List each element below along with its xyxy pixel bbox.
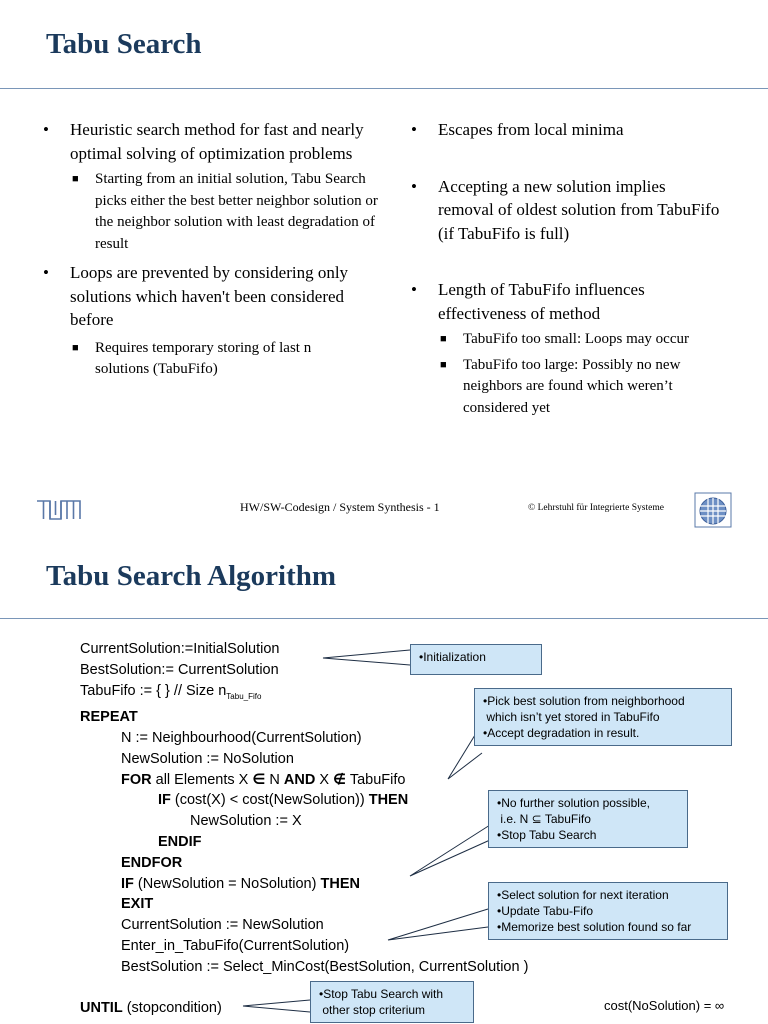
code-line: BestSolution:= CurrentSolution xyxy=(80,661,279,678)
bullet-item xyxy=(411,175,723,246)
bullet-text: Length of TabuFifo influences effectiveness of method xyxy=(438,280,645,323)
subscript: Tabu_Fifo xyxy=(226,691,262,701)
bullet-text: Accepting a new solution implies removal of oldest solution from TabuFifo (if TabuFifo is full) xyxy=(438,176,720,243)
keyword: IF xyxy=(158,792,171,809)
bullet-item xyxy=(43,261,390,332)
code-line xyxy=(80,707,528,728)
callout-initialization: •Initialization xyxy=(410,644,542,675)
code-line: BestSolution := Select_MinCost(BestSolution, CurrentSolution ) xyxy=(121,958,529,975)
bullet-text: Escapes from local minima xyxy=(438,120,624,139)
code-line: Enter_in_TabuFifo(CurrentSolution) xyxy=(121,938,350,955)
keyword: REPEAT xyxy=(80,709,138,726)
bullet-text: Loops are prevented by considering only solutions which haven't been considered before xyxy=(70,263,349,329)
right-bullet-column xyxy=(411,118,738,419)
callout-stop-criterium: •Stop Tabu Search with other stop criterium xyxy=(310,981,474,1023)
square-bullet-icon: ■ xyxy=(440,358,447,371)
sub-bullet-item xyxy=(72,338,325,381)
code-line: IF (NewSolution = NoSolution) THEN xyxy=(121,875,360,892)
code-line xyxy=(80,832,528,853)
square-bullet-icon: ■ xyxy=(72,173,79,185)
code-line: UNTIL (stopcondition) xyxy=(80,999,222,1016)
keyword: THEN xyxy=(320,875,360,892)
footer-copyright: © Lehrstuhl für Integrierte Systeme xyxy=(528,503,664,513)
chair-logo-icon xyxy=(694,492,732,528)
pseudocode-block xyxy=(80,639,528,1018)
keyword: IF xyxy=(121,875,134,892)
bullet-item xyxy=(411,118,738,142)
footer-course: HW/SW-Codesign / System Synthesis - 1 xyxy=(240,500,440,514)
bullet-item xyxy=(43,118,390,165)
slide-title: Tabu Search xyxy=(46,28,202,60)
bullet-dot: • xyxy=(411,280,417,299)
tum-logo xyxy=(36,499,82,521)
code-line xyxy=(80,853,528,874)
code-line: TabuFifo := { } // Size $n_{Tabu\_Fifo}$ xyxy=(80,682,262,701)
code-line: NewSolution := NoSolution xyxy=(121,750,294,767)
title-divider xyxy=(0,88,768,89)
code-line: IF (cost(X) < cost(NewSolution)) THEN xyxy=(158,792,409,809)
code-line: CurrentSolution:=InitialSolution xyxy=(80,641,280,657)
keyword: AND xyxy=(283,771,316,788)
sub-bullet-text: Starting from an initial solution, Tabu Search picks either the best better neighbor solution or the neighbor solution with least degradation of result xyxy=(95,171,378,252)
callout-next-iteration: •Select solution for next iteration •Update Tabu-Fifo •Memorize best solution found so far xyxy=(488,882,728,940)
callout-stop-search: •No further solution possible, i.e. N ⊆ TabuFifo •Stop Tabu Search xyxy=(488,790,688,848)
bullet-dot: • xyxy=(411,120,417,139)
code-line: CurrentSolution := NewSolution xyxy=(121,917,324,934)
keyword: ENDFOR xyxy=(121,854,183,871)
square-bullet-icon: ■ xyxy=(440,333,447,345)
sub-bullet-item xyxy=(440,329,743,351)
keyword: THEN xyxy=(368,792,409,809)
keyword: UNTIL xyxy=(80,999,123,1016)
bullet-dot: • xyxy=(43,263,49,282)
sub-bullet-text: TabuFifo too small: Loops may occur xyxy=(463,331,689,347)
bullet-text: Heuristic search method for fast and nearly optimal solving of optimization problems xyxy=(70,120,364,163)
code-line xyxy=(80,894,528,915)
sub-bullet-item xyxy=(72,169,390,255)
slide-title: Tabu Search Algorithm xyxy=(46,560,337,592)
code-line: N := Neighbourhood(CurrentSolution) xyxy=(121,730,362,747)
keyword: FOR xyxy=(121,771,152,788)
sub-bullet-text: Requires temporary storing of last n solutions (TabuFifo) xyxy=(95,339,312,377)
square-bullet-icon: ■ xyxy=(72,341,79,354)
slide-tabu-search-algorithm xyxy=(0,540,768,1024)
cost-note: cost(NoSolution) = ∞ xyxy=(604,998,725,1013)
bullet-dot: • xyxy=(411,176,417,196)
bullet-dot: • xyxy=(43,120,49,139)
left-bullet-column xyxy=(43,118,390,381)
code-line: FOR all Elements X ∈ N AND X ∉ TabuFifo xyxy=(121,771,406,788)
sub-bullet-item xyxy=(440,355,733,420)
keyword: ENDIF xyxy=(158,834,202,851)
bullet-item xyxy=(411,278,718,325)
code-line: NewSolution := X xyxy=(190,813,302,830)
keyword: EXIT xyxy=(121,896,154,913)
callout-pick-best: •Pick best solution from neighborhood which isn’t yet stored in TabuFifo •Accept degradation in result. xyxy=(474,688,732,746)
sub-bullet-text: TabuFifo too large: Possibly no new neighbors are found which weren’t considered yet xyxy=(463,356,681,416)
